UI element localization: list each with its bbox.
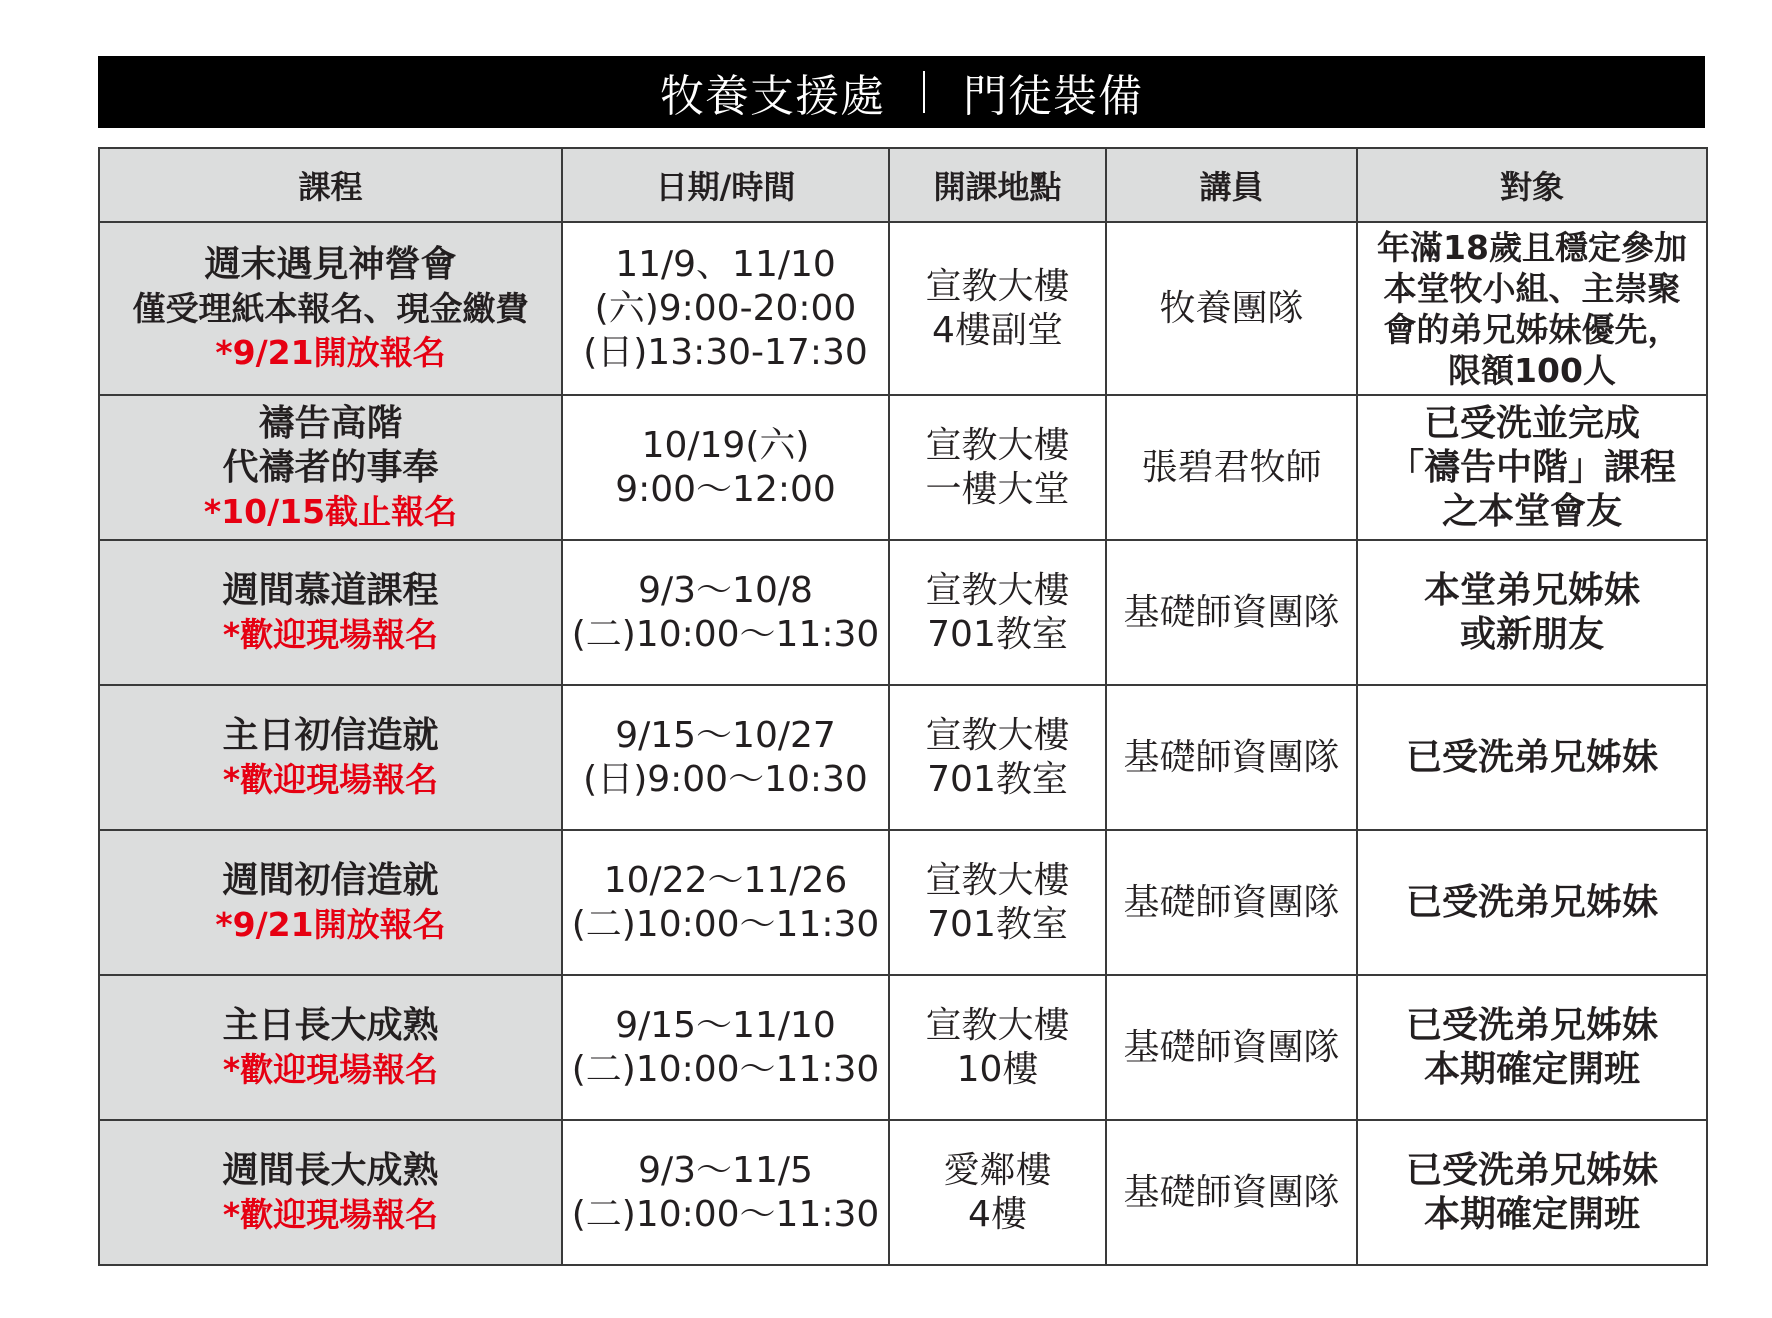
table-row (99, 1120, 1707, 1265)
datetime-line: (日)13:30-17:30 (583, 331, 868, 373)
location-cell (889, 830, 1106, 975)
speaker-cell: 基礎師資團隊 (1106, 685, 1357, 830)
speaker-cell: 基礎師資團隊 (1106, 830, 1357, 975)
title-divider (923, 71, 925, 113)
datetime-line: (二)10:00～11:30 (571, 1048, 880, 1090)
table-header-row (99, 148, 1707, 222)
location-line: 宣教大樓 (925, 1004, 1070, 1046)
datetime-line: 10/22～11/26 (603, 859, 848, 901)
datetime-line: (二)10:00～11:30 (571, 1193, 880, 1235)
datetime-cell (562, 1120, 889, 1265)
target-line: 之本堂會友 (1441, 490, 1622, 532)
target-cell (1357, 540, 1707, 685)
location-line: 10樓 (956, 1048, 1039, 1090)
target-line: 年滿18歲且穩定參加 (1377, 227, 1687, 267)
target-line: 已受洗弟兄姊妹 (1405, 881, 1658, 923)
course-name: 禱告高階 (258, 402, 403, 444)
registration-note: *歡迎現場報名 (222, 1194, 439, 1234)
target-line: 已受洗弟兄姊妹 (1405, 736, 1658, 778)
course-cell (99, 830, 562, 975)
target-cell (1357, 975, 1707, 1120)
course-name: 週間慕道課程 (222, 569, 439, 611)
datetime-line: (二)10:00～11:30 (571, 903, 880, 945)
location-cell (889, 975, 1106, 1120)
datetime-line: (六)9:00-20:00 (594, 287, 857, 329)
target-line: 已受洗弟兄姊妹 (1405, 1004, 1658, 1046)
speaker-cell: 牧養團隊 (1106, 222, 1357, 395)
target-line: 會的弟兄姊妹優先， (1383, 309, 1681, 349)
location-line: 701教室 (927, 613, 1068, 655)
datetime-cell (562, 395, 889, 540)
location-line: 宣教大樓 (925, 265, 1070, 307)
table-row (99, 222, 1707, 395)
page-title-bar (98, 56, 1705, 128)
location-cell (889, 685, 1106, 830)
column-header-speaker: 講員 (1106, 148, 1357, 222)
datetime-line: (日)9:00～10:30 (583, 758, 868, 800)
target-line: 本堂牧小組、主崇聚 (1383, 268, 1681, 308)
course-name: 主日長大成熟 (222, 1004, 439, 1046)
course-cell (99, 222, 562, 395)
target-line: 已受洗並完成 (1423, 402, 1640, 444)
speaker-cell: 基礎師資團隊 (1106, 1120, 1357, 1265)
location-line: 宣教大樓 (925, 569, 1070, 611)
page-title-department: 牧養支援處 (660, 71, 885, 122)
datetime-cell (562, 975, 889, 1120)
location-cell (889, 395, 1106, 540)
course-name: 週間長大成熟 (222, 1149, 439, 1191)
location-line: 一樓大堂 (925, 468, 1070, 510)
course-name: 主日初信造就 (222, 714, 439, 756)
target-line: 限額100人 (1448, 350, 1616, 390)
target-line: 或新朋友 (1459, 613, 1604, 655)
registration-note: *10/15截止報名 (203, 491, 458, 531)
datetime-line: (二)10:00～11:30 (571, 613, 880, 655)
target-cell (1357, 395, 1707, 540)
datetime-line: 9/3～10/8 (638, 569, 813, 611)
datetime-cell (562, 540, 889, 685)
datetime-line: 11/9、11/10 (615, 243, 836, 285)
datetime-cell (562, 685, 889, 830)
course-schedule-table (98, 147, 1708, 1266)
location-line: 4樓副堂 (932, 309, 1063, 351)
location-line: 4樓 (968, 1193, 1027, 1235)
datetime-line: 9/15～11/10 (615, 1004, 836, 1046)
datetime-line: 9/3～11/5 (638, 1149, 813, 1191)
registration-note: *歡迎現場報名 (222, 614, 439, 654)
datetime-line: 9:00～12:00 (615, 468, 836, 510)
table-row (99, 685, 1707, 830)
table-row (99, 975, 1707, 1120)
target-cell (1357, 685, 1707, 830)
datetime-line: 10/19(六) (641, 424, 810, 466)
column-header-location: 開課地點 (889, 148, 1106, 222)
column-header-datetime: 日期/時間 (562, 148, 889, 222)
course-cell (99, 1120, 562, 1265)
course-subtitle: 僅受理紙本報名、現金繳費 (132, 288, 529, 328)
target-line: 「禱告中階」課程 (1387, 446, 1676, 488)
target-cell (1357, 1120, 1707, 1265)
location-line: 愛鄰樓 (943, 1149, 1052, 1191)
target-line: 本期確定開班 (1423, 1193, 1640, 1235)
location-line: 701教室 (927, 903, 1068, 945)
registration-note: *歡迎現場報名 (222, 1049, 439, 1089)
target-cell (1357, 222, 1707, 395)
datetime-line: 9/15～10/27 (615, 714, 836, 756)
table-row (99, 395, 1707, 540)
speaker-cell: 張碧君牧師 (1106, 395, 1357, 540)
registration-note: *歡迎現場報名 (222, 759, 439, 799)
course-subtitle: 代禱者的事奉 (222, 446, 439, 488)
target-line: 已受洗弟兄姊妹 (1405, 1149, 1658, 1191)
location-line: 701教室 (927, 758, 1068, 800)
datetime-cell (562, 222, 889, 395)
location-cell (889, 1120, 1106, 1265)
target-cell (1357, 830, 1707, 975)
location-cell (889, 222, 1106, 395)
course-cell (99, 540, 562, 685)
datetime-cell (562, 830, 889, 975)
course-name: 週末遇見神營會 (204, 243, 457, 285)
location-cell (889, 540, 1106, 685)
location-line: 宣教大樓 (925, 714, 1070, 756)
course-name: 週間初信造就 (222, 859, 439, 901)
speaker-cell: 基礎師資團隊 (1106, 540, 1357, 685)
table-row (99, 830, 1707, 975)
table-row (99, 540, 1707, 685)
course-cell (99, 975, 562, 1120)
target-line: 本堂弟兄姊妹 (1423, 569, 1640, 611)
course-cell (99, 395, 562, 540)
location-line: 宣教大樓 (925, 859, 1070, 901)
registration-note: *9/21開放報名 (215, 332, 446, 372)
page-title-section: 門徒裝備 (963, 71, 1143, 122)
column-header-target: 對象 (1357, 148, 1707, 222)
course-cell (99, 685, 562, 830)
registration-note: *9/21開放報名 (215, 904, 446, 944)
target-line: 本期確定開班 (1423, 1048, 1640, 1090)
speaker-cell: 基礎師資團隊 (1106, 975, 1357, 1120)
column-header-course: 課程 (99, 148, 562, 222)
location-line: 宣教大樓 (925, 424, 1070, 466)
